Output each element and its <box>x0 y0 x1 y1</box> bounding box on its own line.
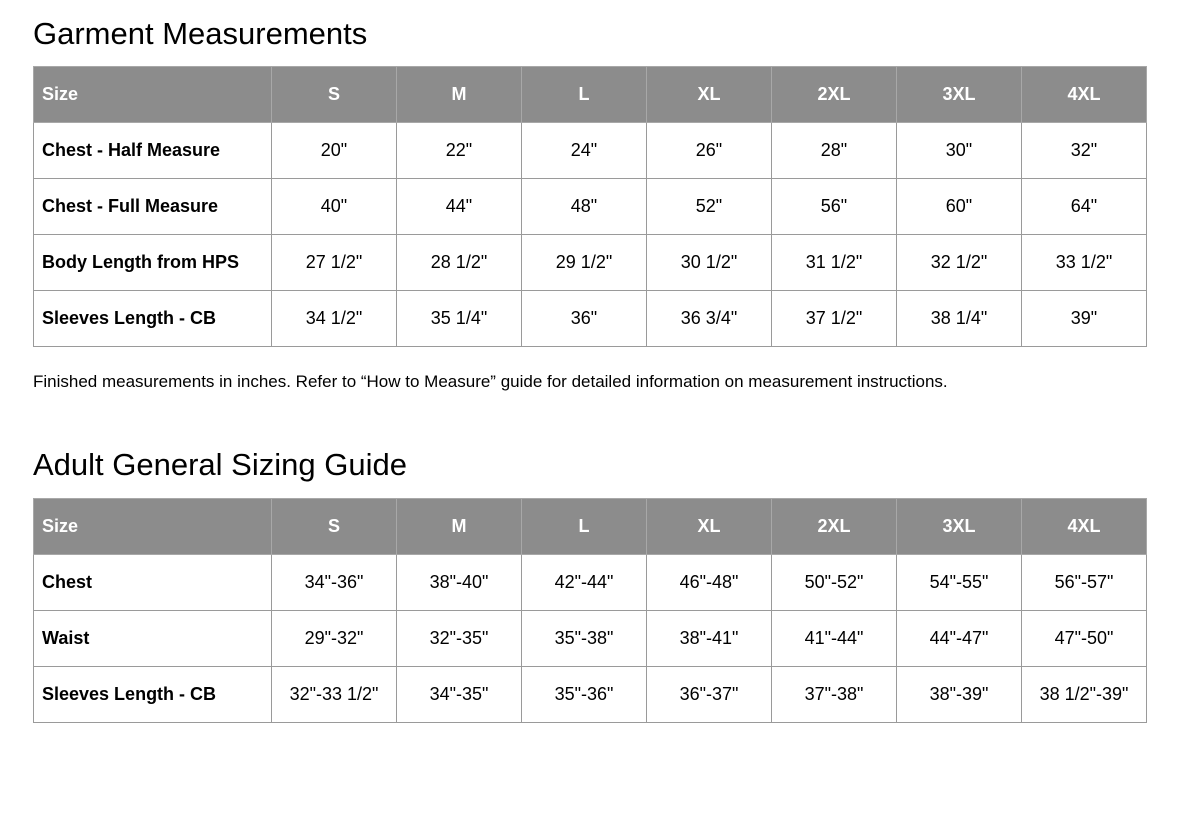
table-row <box>34 179 1147 235</box>
table-cell: 34"-36" <box>272 555 397 611</box>
table-cell: 36"-37" <box>647 667 772 723</box>
table-cell: 44" <box>397 179 522 235</box>
measurement-note: Finished measurements in inches. Refer to “How to Measure” guide for detailed information on measurement instructions. <box>33 372 948 391</box>
table-row <box>34 291 1147 347</box>
table-cell: 35"-36" <box>522 667 647 723</box>
size-column-header: 4XL <box>1022 499 1147 555</box>
size-column-header: 2XL <box>772 67 897 123</box>
table-row <box>34 235 1147 291</box>
table-cell: 28 1/2" <box>397 235 522 291</box>
size-column-header: M <box>397 67 522 123</box>
table-cell: 39" <box>1022 291 1147 347</box>
size-column-header: L <box>522 499 647 555</box>
table-cell: 37"-38" <box>772 667 897 723</box>
garment-measurements-title: Garment Measurements <box>33 16 368 51</box>
table-cell: 26" <box>647 123 772 179</box>
table-cell: 60" <box>897 179 1022 235</box>
table-cell: 22" <box>397 123 522 179</box>
table-cell: 31 1/2" <box>772 235 897 291</box>
size-column-header: XL <box>647 67 772 123</box>
table-cell: 32 1/2" <box>897 235 1022 291</box>
table-cell: 48" <box>522 179 647 235</box>
table-cell: 32"-33 1/2" <box>272 667 397 723</box>
row-label: Sleeves Length - CB <box>34 291 272 347</box>
table-cell: 34 1/2" <box>272 291 397 347</box>
size-column-header: S <box>272 67 397 123</box>
size-header-label: Size <box>34 67 272 123</box>
size-column-header: XL <box>647 499 772 555</box>
adult-sizing-guide-title: Adult General Sizing Guide <box>33 447 407 482</box>
table-cell: 38"-41" <box>647 611 772 667</box>
table-cell: 32" <box>1022 123 1147 179</box>
table-cell: 36" <box>522 291 647 347</box>
table-cell: 56" <box>772 179 897 235</box>
table-cell: 38 1/2"-39" <box>1022 667 1147 723</box>
row-label: Chest - Half Measure <box>34 123 272 179</box>
row-label: Body Length from HPS <box>34 235 272 291</box>
table-cell: 54"-55" <box>897 555 1022 611</box>
table-cell: 37 1/2" <box>772 291 897 347</box>
table-cell: 35"-38" <box>522 611 647 667</box>
table-row <box>34 555 1147 611</box>
table-cell: 40" <box>272 179 397 235</box>
table-cell: 29 1/2" <box>522 235 647 291</box>
size-column-header: 3XL <box>897 499 1022 555</box>
table-cell: 20" <box>272 123 397 179</box>
table-cell: 34"-35" <box>397 667 522 723</box>
table-cell: 44"-47" <box>897 611 1022 667</box>
table-row <box>34 667 1147 723</box>
table-cell: 30" <box>897 123 1022 179</box>
table-cell: 27 1/2" <box>272 235 397 291</box>
table-row <box>34 611 1147 667</box>
size-column-header: M <box>397 499 522 555</box>
table-cell: 36 3/4" <box>647 291 772 347</box>
table-cell: 47"-50" <box>1022 611 1147 667</box>
table-cell: 38 1/4" <box>897 291 1022 347</box>
size-column-header: 4XL <box>1022 67 1147 123</box>
table-cell: 52" <box>647 179 772 235</box>
garment-measurements-table <box>33 66 1147 347</box>
row-label: Sleeves Length - CB <box>34 667 272 723</box>
table-cell: 38"-40" <box>397 555 522 611</box>
table-cell: 35 1/4" <box>397 291 522 347</box>
table-cell: 32"-35" <box>397 611 522 667</box>
size-column-header: L <box>522 67 647 123</box>
size-column-header: 3XL <box>897 67 1022 123</box>
size-column-header: S <box>272 499 397 555</box>
table-row <box>34 123 1147 179</box>
adult-sizing-guide-table <box>33 498 1147 723</box>
table-cell: 24" <box>522 123 647 179</box>
table-cell: 28" <box>772 123 897 179</box>
table-cell: 42"-44" <box>522 555 647 611</box>
table-header-row <box>34 499 1147 555</box>
table-cell: 46"-48" <box>647 555 772 611</box>
table-cell: 41"-44" <box>772 611 897 667</box>
size-header-label: Size <box>34 499 272 555</box>
table-cell: 64" <box>1022 179 1147 235</box>
row-label: Waist <box>34 611 272 667</box>
table-cell: 56"-57" <box>1022 555 1147 611</box>
size-column-header: 2XL <box>772 499 897 555</box>
table-cell: 38"-39" <box>897 667 1022 723</box>
table-cell: 29"-32" <box>272 611 397 667</box>
table-cell: 33 1/2" <box>1022 235 1147 291</box>
row-label: Chest <box>34 555 272 611</box>
table-cell: 50"-52" <box>772 555 897 611</box>
row-label: Chest - Full Measure <box>34 179 272 235</box>
table-cell: 30 1/2" <box>647 235 772 291</box>
table-header-row <box>34 67 1147 123</box>
